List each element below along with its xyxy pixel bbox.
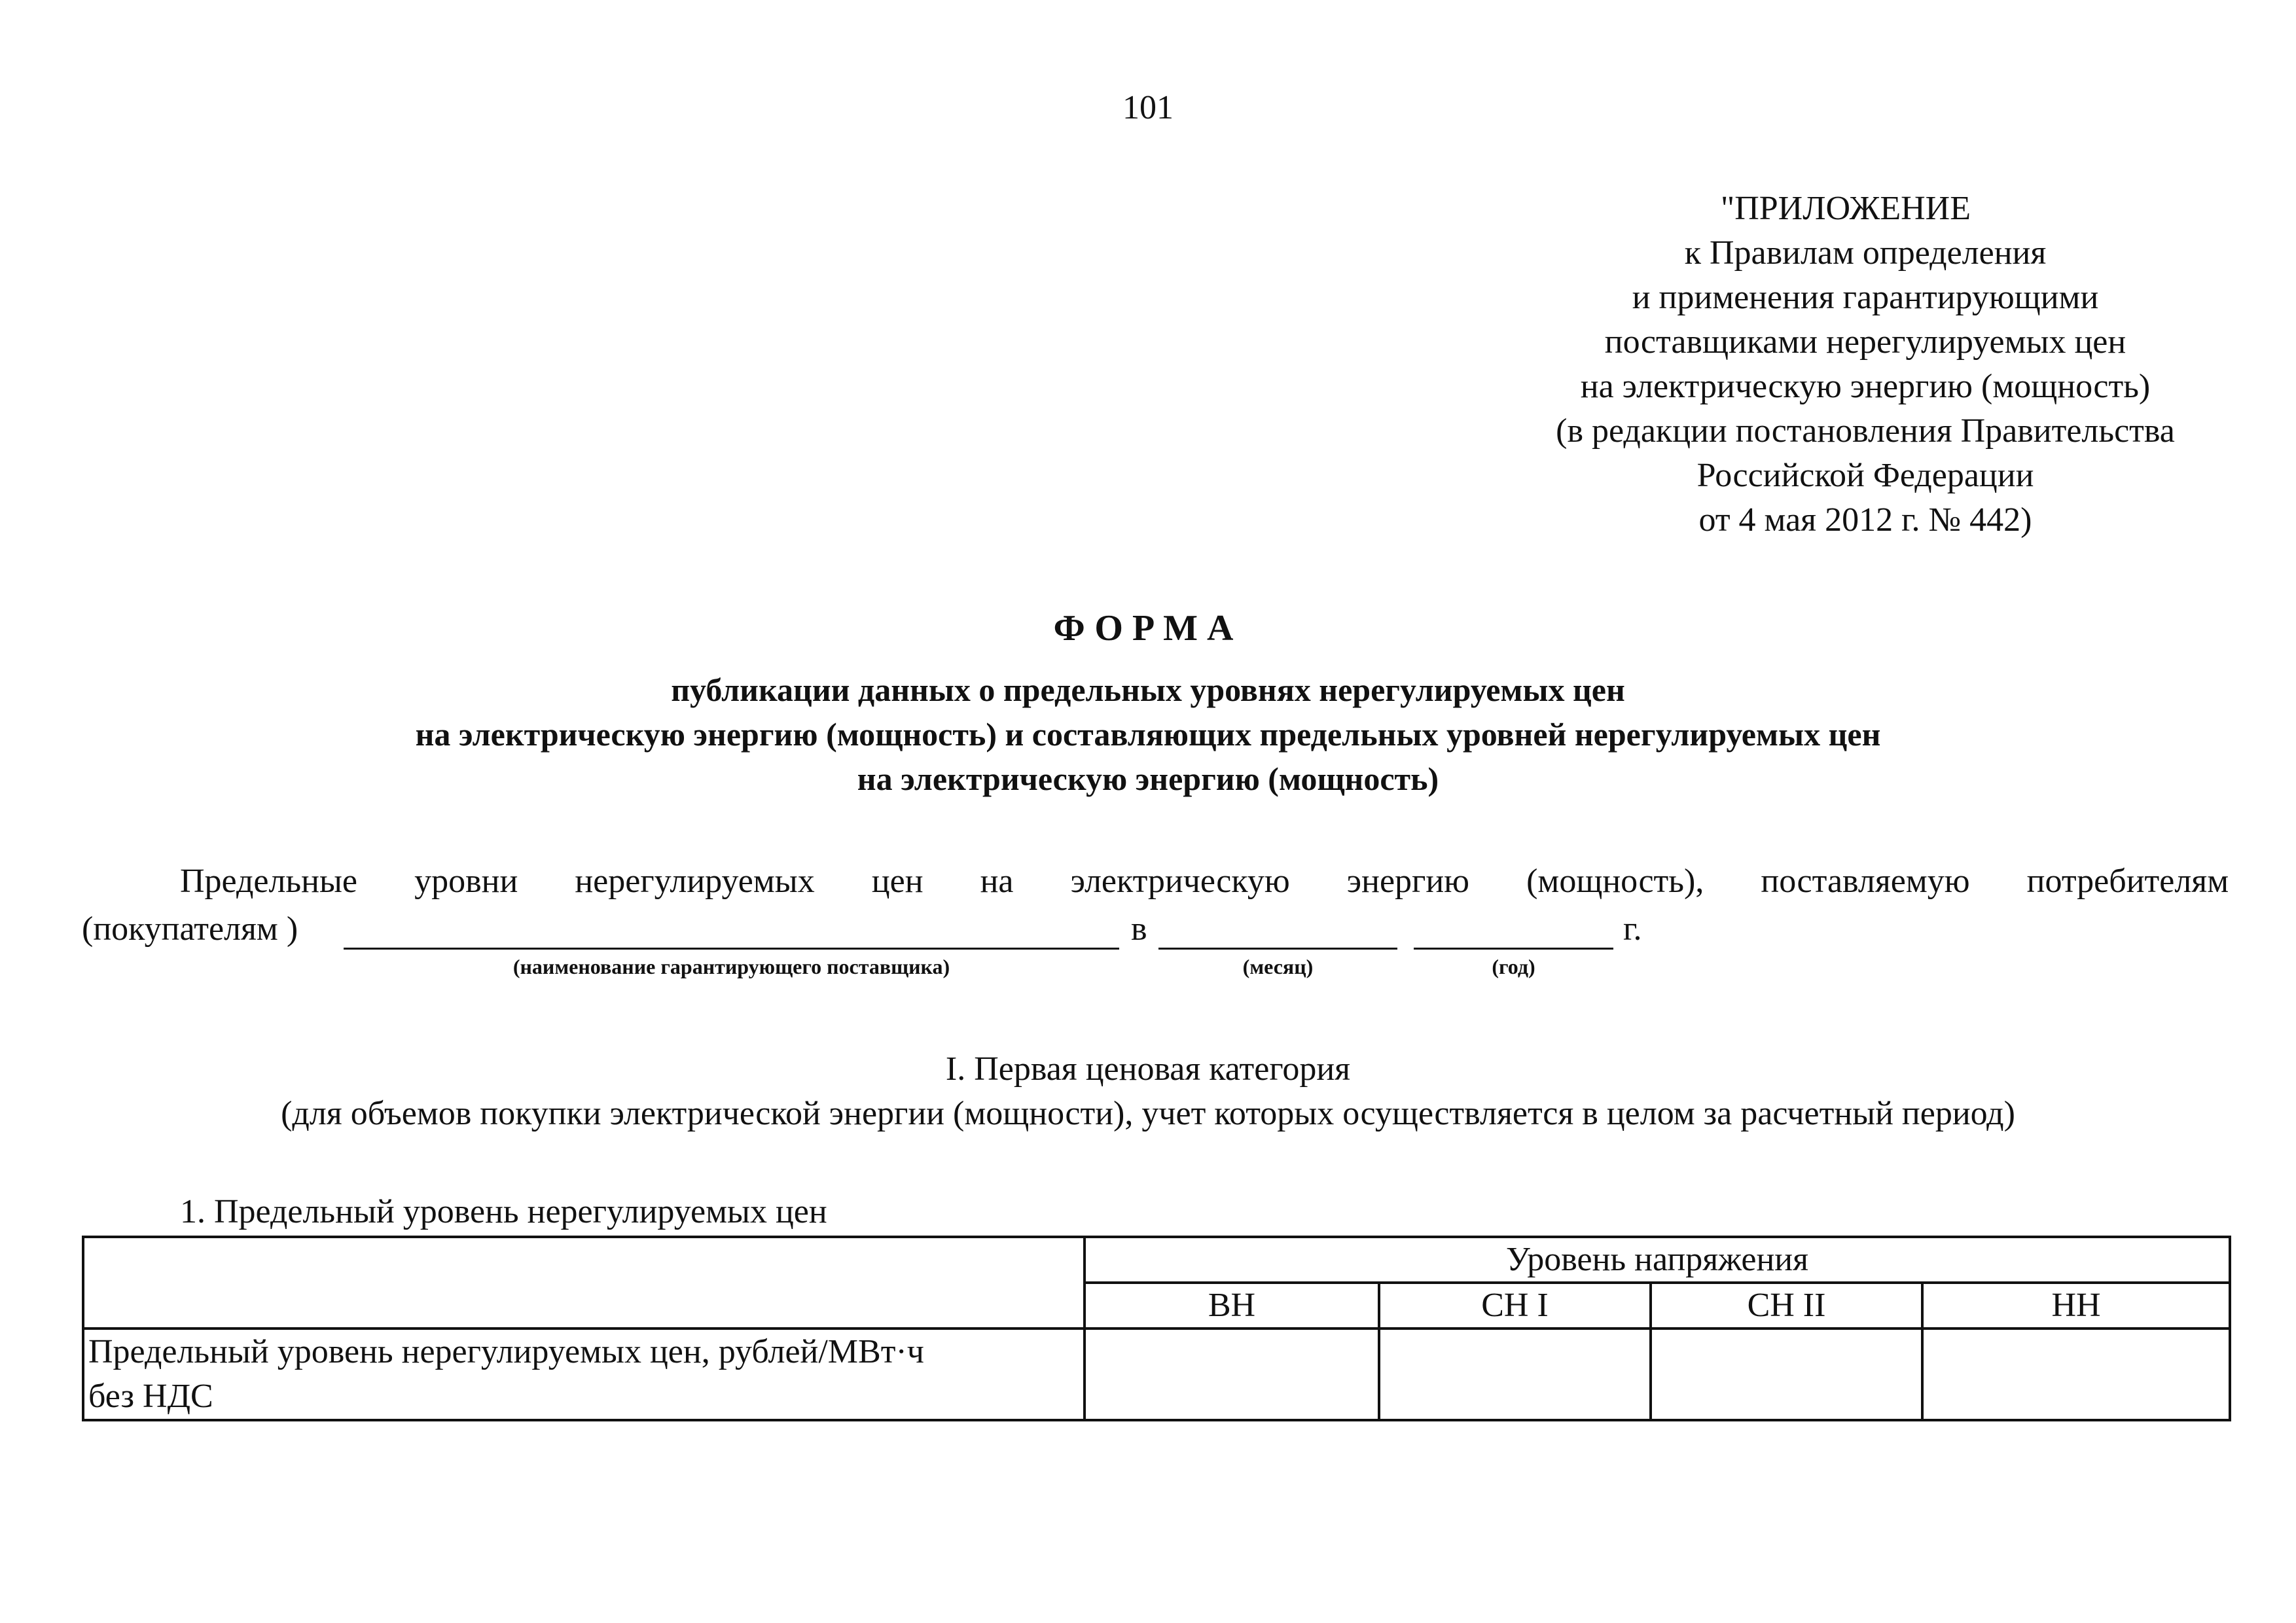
appendix-line: поставщиками нерегулируемых цен xyxy=(1604,323,2126,361)
section-title: I. Первая ценовая категория xyxy=(945,1050,1351,1088)
appendix-line: от 4 мая 2012 г. № 442) xyxy=(1698,501,2032,539)
column-header-sn1: СН I xyxy=(1379,1283,1651,1329)
appendix-line: Российской Федерации xyxy=(1696,457,2034,494)
intro-line xyxy=(82,861,2229,902)
intro-word: (мощность), xyxy=(1526,863,1704,900)
value-cell-sn2[interactable] xyxy=(1651,1329,1922,1420)
intro-word: Предельные xyxy=(180,863,357,900)
value-cell-sn1[interactable] xyxy=(1379,1329,1651,1420)
value-cell-nn[interactable] xyxy=(1922,1329,2230,1420)
supplier-name-field[interactable] xyxy=(344,948,1119,950)
caption-month: (месяц) xyxy=(1242,955,1314,978)
intro-word: электрическую xyxy=(1070,863,1290,900)
price-table xyxy=(82,1236,2231,1421)
appendix-line: и применения гарантирующими xyxy=(1632,279,2099,316)
row-label-line: без НДС xyxy=(88,1378,213,1415)
form-subtitle-line: на электрическую энергию (мощность) и составляющих предельных уровней нерегулируемых цен xyxy=(415,716,1881,753)
page-number: 101 xyxy=(1122,89,1174,126)
month-field[interactable] xyxy=(1158,948,1397,950)
column-header-sn2: СН II xyxy=(1651,1283,1922,1329)
appendix-line: на электрическую энергию (мощность) xyxy=(1580,368,2151,405)
value-cell-vn[interactable] xyxy=(1085,1329,1379,1420)
intro-in-word: в xyxy=(1131,910,1147,948)
section-subtitle: (для объемов покупки электрической энергии (мощности), учет которых осуществляется в целом за расчетный период) xyxy=(281,1095,2015,1132)
appendix-block xyxy=(1407,187,2296,543)
form-subtitle xyxy=(0,668,2296,801)
item-heading: 1. Предельный уровень нерегулируемых цен xyxy=(180,1193,827,1230)
intro-word: нерегулируемых xyxy=(575,863,815,900)
intro-year-suffix: г. xyxy=(1623,910,1642,948)
year-field[interactable] xyxy=(1414,948,1613,950)
intro-word: уровни xyxy=(414,863,518,900)
appendix-line: "ПРИЛОЖЕНИЕ xyxy=(1720,190,1971,227)
section-heading xyxy=(0,1047,2296,1136)
appendix-line: к Правилам определения xyxy=(1684,234,2047,272)
intro-word: цен xyxy=(871,863,924,900)
row-label xyxy=(83,1329,1085,1420)
intro-word: на xyxy=(980,863,1014,900)
column-header-vn: ВН xyxy=(1085,1283,1379,1329)
row-label-line: Предельный уровень нерегулируемых цен, рублей/МВт·ч xyxy=(88,1333,924,1370)
form-subtitle-line: на электрическую энергию (мощность) xyxy=(857,760,1439,797)
intro-word: потребителям xyxy=(2026,863,2229,900)
form-subtitle-line: публикации данных о предельных уровнях нерегулируемых цен xyxy=(671,671,1625,708)
intro-word: энергию xyxy=(1346,863,1470,900)
table-corner-cell xyxy=(83,1237,1085,1329)
intro-word: поставляемую xyxy=(1761,863,1970,900)
column-header-nn: НН xyxy=(1922,1283,2230,1329)
form-title: ФОРМА xyxy=(1053,608,1243,649)
caption-year: (год) xyxy=(1492,955,1535,978)
voltage-level-header: Уровень напряжения xyxy=(1085,1237,2230,1283)
caption-supplier: (наименование гарантирующего поставщика) xyxy=(512,955,950,978)
intro-row2-prefix: (покупателям ) xyxy=(82,910,298,948)
appendix-line: (в редакции постановления Правительства xyxy=(1556,412,2175,450)
